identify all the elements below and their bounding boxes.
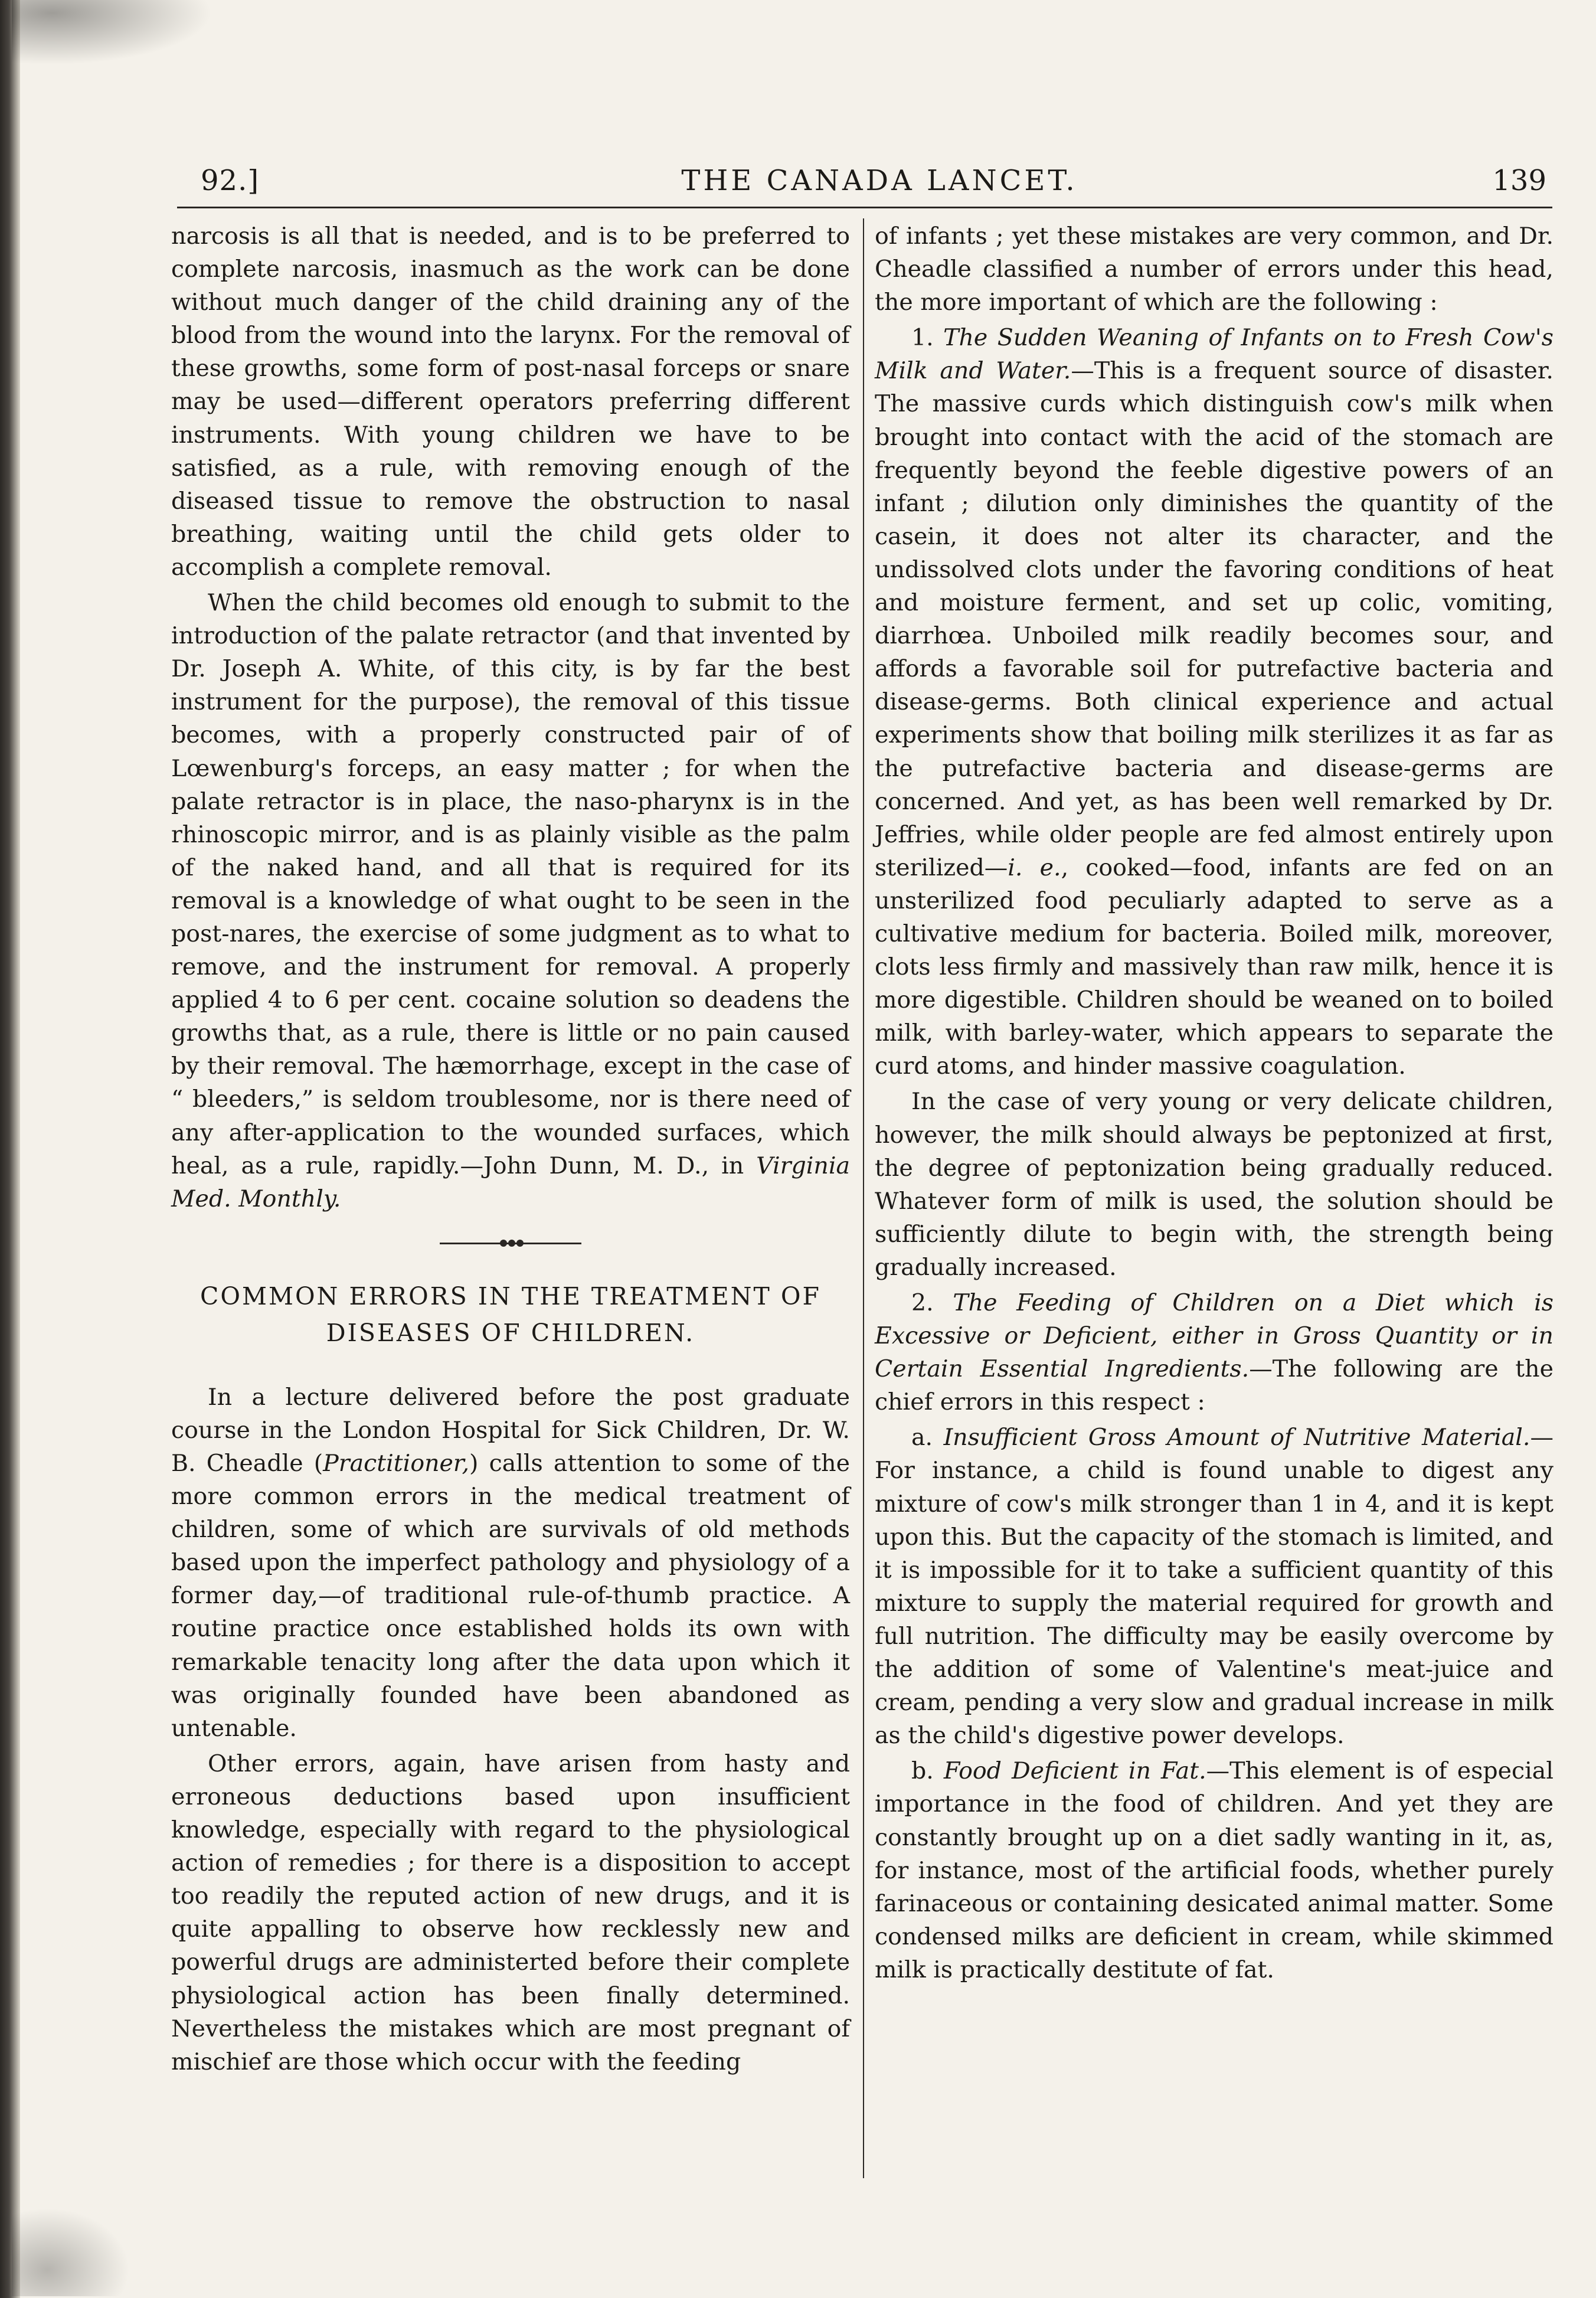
numbered-paragraph: 1. The Sudden Weaning of Infants on to Fresh Cow's Milk and Water.—This is a frequent source of disaster. The massive curds which distinguish cow's milk when brought into contact with the acid of the stomach are frequently beyond the feeble digestive powers of an infant ; dilution only diminishes the quantity of the casein, it does not alter its character, and the undissolved clots under the favoring conditions of heat and moisture ferment, and set up colic, vomiting, diarrhœa. Unboiled milk readily becomes sour, and affords a favorable soil for putrefactive bacteria and disease-germs. Both clinical experience and actual experiments show that boiling milk sterilizes it as far as the putrefactive bacteria and disease-germs are concerned. And yet, as has been well remarked by Dr. Jeffries, while older people are fed almost entirely upon sterilized—i. e., cooked—food, infants are fed on an unsterilized food peculiarly adapted to serve as a cultivative medium for bacteria. Boiled milk, moreover, clots less firmly and massively than raw milk, hence it is more digestible. Children should be weaned on to boiled milk, with barley-water, which appears to separate the curd atoms, and hinder massive coagulation. <box>875 324 1554 1080</box>
paragraph: In a lecture delivered before the post graduate course in the London Hospital for Sick Children, Dr. W. B. Cheadle (Practitioner,) calls attention to some of the more common errors in the medical treatment of children, some of which are survivals of old methods based upon the imperfect pathology and physiology of a former day,—of traditional rule-of-thumb practice. A routine practice once established holds its own with remarkable tenacity long after the data upon which it was originally founded have been abandoned as untenable. <box>171 1383 850 1742</box>
paragraph-heading: Food Deficient in Fat. <box>943 1757 1206 1785</box>
scan-speckle <box>12 0 212 65</box>
source-citation: Virginia Med. Monthly. <box>171 1152 850 1212</box>
numbered-paragraph: 2. The Feeding of Children on a Diet which is Excessive or Deficient, either in Gross Quantity or in Certain Essential Ingredients.—The following are the chief errors in this respect : <box>875 1289 1554 1416</box>
section-title: COMMON ERRORS IN THE TREATMENT OF DISEASES OF CHILDREN. <box>200 1282 821 1347</box>
paragraph: Other errors, again, have arisen from hasty and erroneous deductions based upon insufficient knowledge, especially with regard to the physiological action of remedies ; for there is a disposition to accept too readily the reputed action of new drugs, and it is quite appalling to observe how recklessly new and powerful drugs are administerted before their complete physiological action has been finally determined. Nevertheless the mistakes which are most pregnant of mischief are those which occur with the feeding <box>171 1750 850 2075</box>
column-divider <box>863 218 864 2178</box>
right-column <box>875 220 1554 1986</box>
volume-reference: 92.] <box>201 164 260 197</box>
page-number: 139 <box>1492 164 1546 197</box>
header-rule <box>177 207 1552 208</box>
paragraph-heading: The Sudden Weaning of Infants on to Fresh Cow's Milk and Water. <box>875 324 1554 385</box>
paragraph: narcosis is all that is needed, and is to be preferred to complete narcosis, inasmuch as the work can be done without much danger of the child draining any of the blood from the wound into the larynx. For the removal of these growths, some form of post-nasal forceps or snare may be used—different operators preferring different instruments. With young children we have to be satisfied, as a rule, with removing enough of the diseased tissue to remove the obstruction to nasal breathing, waiting until the child gets older to accomplish a complete removal. <box>171 223 850 581</box>
scan-speckle <box>12 2208 130 2296</box>
paragraph-heading: The Feeding of Children on a Diet which is Excessive or Deficient, either in Gross Quantity or in Certain Essential Ingredients. <box>875 1289 1554 1383</box>
journal-title: THE CANADA LANCET. <box>681 164 1078 197</box>
left-column <box>171 220 850 2078</box>
lettered-paragraph: b. Food Deficient in Fat.—This element is of especial importance in the food of children. And yet they are constantly brought up on a diet sadly wanting in it, as, for instance, most of the artificial foods, whether purely farinaceous or containing desicated animal matter. Some condensed milks are deficient in cream, while skimmed milk is practically destitute of fat. <box>875 1757 1554 1983</box>
paragraph <box>171 586 850 1215</box>
paragraph-heading: Insufficient Gross Amount of Nutritive Material. <box>943 1424 1530 1452</box>
source-citation: Practitioner, <box>323 1450 470 1477</box>
scan-edge-shadow <box>0 0 20 2298</box>
running-header <box>201 164 1558 205</box>
paragraph-text: When the child becomes old enough to submit to the introduction of the palate retractor (and that invented by Dr. Joseph A. White, of this city, is by far the best instrument for the purpose), the removal of this tissue becomes, with a properly constructed pair of of Lœwenburg's forceps, an easy matter ; for when the palate retractor is in place, the naso-pharynx is in the rhinoscopic mirror, and is as plainly visible as the palm of the naked hand, and all that is required for its removal is a knowledge of what ought to be seen in the post-nares, the exercise of some judgment as to what to remove, and the instrument for removal. A properly applied 4 to 6 per cent. cocaine solution so deadens the growths that, as a rule, there is little or no pain caused by their removal. The hæmorrhage, except in the case of “ bleeders,” is seldom troublesome, nor is there need of any after-application to the wounded surfaces, which heal, as a rule, rapidly.—John Dunn, M. D., in <box>171 589 850 1179</box>
paragraph: In the case of very young or very delicate children, however, the milk should always be peptonized at first, the degree of peptonization being gradually reduced. Whatever form of milk is used, the solution should be sufficiently dilute to begin with, the strength being gradually increased. <box>875 1088 1554 1281</box>
paragraph: of infants ; yet these mistakes are very common, and Dr. Cheadle classified a number of errors under this head, the more important of which are the following : <box>875 223 1554 316</box>
lettered-paragraph: a. Insufficient Gross Amount of Nutritive Material.—For instance, a child is found unable to digest any mixture of cow's milk stronger than 1 in 4, and it is kept upon this. But the capacity of the stomach is limited, and it is impossible for it to take a sufficient quantity of this mixture to supply the material required for growth and full nutrition. The difficulty may be easily overcome by the addition of some of Valentine's meat-juice and cream, pending a very slow and gradual increase in milk as the child's digestive power develops. <box>875 1424 1554 1750</box>
section-divider-ornament <box>440 1239 581 1247</box>
